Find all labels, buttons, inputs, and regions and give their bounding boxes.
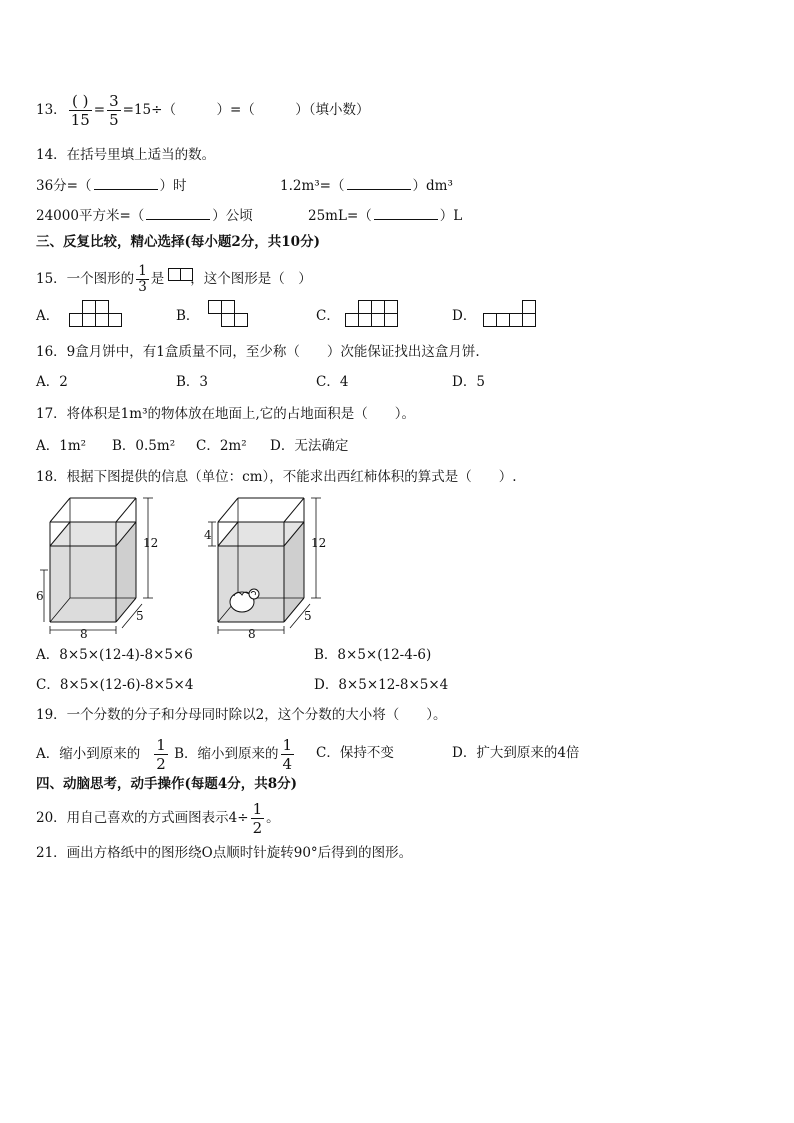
question-14-prompt: 14．在括号里填上适当的数。	[36, 147, 216, 163]
question-17-prompt: 17．将体积是1m³的物体放在地面上,它的占地面积是（ ）。	[36, 406, 416, 422]
q19-option-c[interactable]: C．保持不变	[316, 745, 394, 761]
q18-option-d[interactable]: D．8×5×12-8×5×4	[314, 677, 449, 693]
section-4-heading: 四、动脑思考，动手操作(每题4分，共8分)	[36, 776, 298, 792]
q17-option-d[interactable]: D．无法确定	[270, 438, 349, 454]
q15-option-d-label[interactable]: D．	[452, 308, 477, 324]
q19-option-a[interactable]: A．缩小到原来的 $\frac{1}{2}$	[36, 736, 166, 773]
fraction-blank-over-15: $\frac{( )}{15}$	[70, 92, 90, 129]
figure-container-tomato	[204, 492, 334, 640]
q17-option-b[interactable]: B．0.5m²	[112, 438, 176, 454]
fraction-1-2: $\frac{1}{2}$	[252, 800, 263, 837]
question-13: 13． $\frac{( )}{15}$ = $\frac{3}{5}$ =15÷（ ）=（ ）（填小数）	[36, 92, 370, 129]
fraction-1-4: $\frac{1}{4}$	[282, 736, 293, 773]
answer-blank[interactable]	[347, 177, 411, 190]
q15-option-a-figure[interactable]	[68, 300, 124, 330]
answer-blank[interactable]	[146, 207, 210, 220]
q15-option-c-figure[interactable]	[344, 300, 400, 330]
fraction-1-3: $\frac{1}{3}$	[138, 263, 147, 295]
fraction-1-2: $\frac{1}{2}$	[156, 736, 166, 773]
q19-option-b[interactable]: B．缩小到原来的 $\frac{1}{4}$	[174, 736, 293, 773]
q15-option-a-label[interactable]: A．	[36, 308, 60, 324]
dim-depth-label: 5	[136, 609, 144, 623]
question-16-prompt: 16．9盒月饼中，有1盒质量不同，至少称（ ）次能保证找出这盒月饼.	[36, 344, 480, 360]
q17-option-a[interactable]: A．1m²	[36, 438, 87, 454]
dim-height-label: 12	[311, 536, 327, 550]
q18-option-c[interactable]: C．8×5×(12-6)-8×5×4	[36, 677, 194, 693]
q16-option-d[interactable]: D．5	[452, 374, 485, 390]
q15-option-b-figure[interactable]	[207, 300, 251, 330]
q18-option-a[interactable]: A．8×5×(12-4)-8×5×6	[36, 647, 193, 663]
question-18-prompt: 18．根据下图提供的信息（单位：cm），不能求出西红柿体积的算式是（ ）.	[36, 469, 517, 485]
question-15: 15．一个图形的 $\frac{1}{3}$ 是 ，这个图形是（ ）	[36, 263, 312, 295]
dim-height-label: 12	[143, 536, 159, 550]
dim-length-label: 8	[248, 627, 256, 641]
answer-blank[interactable]	[374, 207, 438, 220]
question-21-prompt: 21．画出方格纸中的图形绕O点顺时针旋转90°后得到的图形。	[36, 845, 413, 861]
section-3-heading: 三、反复比较，精心选择(每小题2分，共10分)	[36, 234, 320, 250]
q18-option-b[interactable]: B．8×5×(12-4-6)	[314, 647, 432, 663]
answer-blank[interactable]	[94, 177, 158, 190]
q19-options	[36, 736, 296, 773]
question-19-prompt: 19．一个分数的分子和分母同时除以2，这个分数的大小将（ ）。	[36, 707, 447, 723]
q16-option-c[interactable]: C．4	[316, 374, 349, 390]
q15-option-d-figure[interactable]	[482, 300, 540, 330]
q15-option-c-label[interactable]: C．	[316, 308, 340, 324]
dim-depth-label: 5	[304, 609, 312, 623]
q17-option-c[interactable]: C．2m²	[196, 438, 247, 454]
fraction-3-5: $\frac{3}{5}$	[109, 92, 119, 129]
q14-item-minutes: 36分=（ ）时	[36, 178, 187, 194]
q16-option-a[interactable]: A．2	[36, 374, 68, 390]
q16-option-b[interactable]: B．3	[176, 374, 209, 390]
question-20: 20．用自己喜欢的方式画图表示4÷ $\frac{1}{2}$ 。	[36, 800, 280, 837]
q19-option-d[interactable]: D．扩大到原来的4倍	[452, 745, 580, 761]
dim-top-label: 4	[204, 528, 212, 542]
question-number: 13．	[36, 102, 67, 118]
q14-item-cubic: 1.2m³=（ ）dm³	[280, 178, 453, 194]
dim-water-label: 6	[36, 589, 44, 603]
figure-container-water	[36, 492, 166, 640]
q14-item-litre: 25mL=（ ）L	[308, 208, 463, 224]
two-squares-figure	[168, 268, 194, 282]
q14-item-hectare: 24000平方米=（ ）公顷	[36, 208, 253, 224]
q15-option-b-label[interactable]: B．	[176, 308, 200, 324]
dim-length-label: 8	[80, 627, 88, 641]
